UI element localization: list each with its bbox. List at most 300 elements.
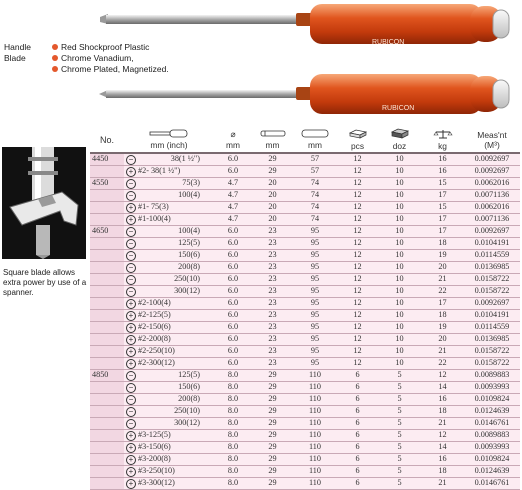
cell-measurement bbox=[464, 430, 520, 442]
cell-pcs-text: 12 bbox=[353, 178, 362, 188]
cell-diameter bbox=[214, 298, 252, 310]
cell-diameter bbox=[214, 153, 252, 166]
cell-diameter-text: 6.0 bbox=[227, 274, 239, 284]
cell-measurement bbox=[464, 286, 520, 298]
cell-size bbox=[124, 322, 214, 334]
phillips-tip-icon: + bbox=[126, 455, 136, 465]
cell-model-no bbox=[90, 214, 124, 226]
header-no: No. bbox=[90, 127, 124, 153]
cell-blade-length bbox=[252, 178, 293, 190]
cell-handle-length bbox=[293, 322, 337, 334]
cell-measurement-text: 0.0146761 bbox=[474, 478, 510, 488]
cell-blade-length-text: 20 bbox=[268, 214, 277, 224]
cell-diameter-text: 6.0 bbox=[227, 238, 239, 248]
cell-measurement-text: 0.0109824 bbox=[474, 454, 510, 464]
cell-doz-text: 5 bbox=[397, 478, 402, 488]
phillips-tip-icon: + bbox=[126, 311, 136, 321]
table-row bbox=[90, 394, 520, 406]
cell-size-text: #3-250(10) bbox=[138, 466, 175, 475]
cell-blade-length bbox=[252, 153, 293, 166]
cell-doz bbox=[378, 274, 421, 286]
cell-measurement-text: 0.0071136 bbox=[474, 214, 510, 224]
cell-diameter bbox=[214, 466, 252, 478]
cell-measurement-text: 0.0089883 bbox=[474, 370, 510, 380]
cell-diameter-text: 6.0 bbox=[227, 250, 239, 260]
header-size bbox=[124, 127, 214, 153]
cell-blade-length bbox=[252, 382, 293, 394]
cell-blade-length bbox=[252, 442, 293, 454]
cell-pcs bbox=[337, 226, 378, 238]
cell-kg bbox=[421, 286, 464, 298]
cell-blade-length-text: 29 bbox=[268, 478, 277, 488]
cell-handle-length bbox=[293, 214, 337, 226]
cell-doz-text: 5 bbox=[397, 430, 402, 440]
table-row bbox=[90, 358, 520, 370]
cell-measurement-text: 0.0124639 bbox=[474, 406, 510, 416]
cell-doz-text: 5 bbox=[397, 370, 402, 380]
cell-blade-length-text: 29 bbox=[268, 442, 277, 452]
slotted-tip-icon: − bbox=[126, 407, 136, 417]
header-measurement-unit: (M³) bbox=[484, 139, 500, 150]
cell-doz-text: 10 bbox=[395, 178, 404, 188]
cell-model-no bbox=[90, 153, 124, 166]
cell-pcs-text: 12 bbox=[353, 250, 362, 260]
table-row bbox=[90, 418, 520, 430]
cell-measurement bbox=[464, 442, 520, 454]
cell-pcs-text: 6 bbox=[355, 394, 360, 404]
header-measurement-label: Meas'nt bbox=[477, 129, 507, 140]
cell-blade-length bbox=[252, 262, 293, 274]
cell-kg bbox=[421, 250, 464, 262]
table-row bbox=[90, 454, 520, 466]
cell-measurement bbox=[464, 334, 520, 346]
header-kg-label: kg bbox=[438, 140, 447, 151]
cell-doz-text: 10 bbox=[395, 166, 404, 176]
table-row bbox=[90, 310, 520, 322]
cell-pcs-text: 6 bbox=[355, 418, 360, 428]
cell-blade-length-text: 20 bbox=[268, 202, 277, 212]
cell-diameter-text: 8.0 bbox=[227, 430, 239, 440]
cell-size bbox=[124, 478, 214, 490]
cell-size bbox=[124, 166, 214, 178]
cell-size-text: #2-300(12) bbox=[138, 358, 175, 367]
cell-model-no bbox=[90, 394, 124, 406]
cell-size-text: #2-150(6) bbox=[138, 322, 171, 331]
cell-kg-text: 14 bbox=[438, 382, 447, 392]
cell-kg-text: 15 bbox=[438, 178, 447, 188]
cell-measurement bbox=[464, 358, 520, 370]
cell-size bbox=[124, 418, 214, 430]
legend-blade-row bbox=[4, 53, 169, 64]
cell-kg bbox=[421, 334, 464, 346]
cell-kg bbox=[421, 442, 464, 454]
cell-model-no bbox=[90, 250, 124, 262]
cell-measurement-text: 0.0136985 bbox=[474, 334, 510, 344]
cell-handle-length bbox=[293, 298, 337, 310]
cell-model-no-text: 4550 bbox=[92, 178, 109, 188]
cell-doz bbox=[378, 298, 421, 310]
cell-kg-text: 21 bbox=[438, 478, 447, 488]
cell-blade-length bbox=[252, 274, 293, 286]
table-header-row bbox=[90, 127, 520, 153]
table-row bbox=[90, 214, 520, 226]
cell-size bbox=[124, 286, 214, 298]
cell-handle-length-text: 110 bbox=[309, 418, 321, 428]
slotted-screwdriver bbox=[100, 4, 509, 46]
cell-measurement-text: 0.0158722 bbox=[474, 358, 510, 368]
cell-measurement bbox=[464, 406, 520, 418]
spanner-caption: Square blade allows extra power by use of a spanner. bbox=[3, 268, 87, 297]
cell-diameter-text: 6.0 bbox=[227, 154, 239, 164]
table-row bbox=[90, 286, 520, 298]
cell-pcs bbox=[337, 334, 378, 346]
cell-diameter bbox=[214, 382, 252, 394]
blade-length-icon bbox=[259, 129, 287, 138]
cell-pcs-text: 6 bbox=[355, 382, 360, 392]
table-row bbox=[90, 153, 520, 166]
slotted-tip-icon: − bbox=[126, 287, 136, 297]
cell-doz-text: 10 bbox=[395, 214, 404, 224]
cell-doz-text: 10 bbox=[395, 262, 404, 272]
handle-length-icon bbox=[300, 129, 330, 138]
cell-doz bbox=[378, 466, 421, 478]
cell-blade-length bbox=[252, 238, 293, 250]
cell-measurement-text: 0.0093993 bbox=[474, 442, 510, 452]
cell-model-no bbox=[90, 466, 124, 478]
cell-blade-length bbox=[252, 358, 293, 370]
cell-measurement bbox=[464, 262, 520, 274]
cell-doz-text: 10 bbox=[395, 190, 404, 200]
cell-handle-length-text: 95 bbox=[310, 250, 320, 260]
cell-kg-text: 21 bbox=[438, 418, 447, 428]
cell-pcs bbox=[337, 418, 378, 430]
cell-doz-text: 5 bbox=[397, 406, 402, 416]
cell-size-text: #3-125(5) bbox=[138, 430, 171, 439]
cell-model-no bbox=[90, 442, 124, 454]
table-row bbox=[90, 406, 520, 418]
cell-blade-length bbox=[252, 202, 293, 214]
cell-blade-length bbox=[252, 370, 293, 382]
cell-size bbox=[124, 430, 214, 442]
cell-model-no bbox=[90, 322, 124, 334]
cell-handle-length bbox=[293, 478, 337, 490]
cell-handle-length bbox=[293, 334, 337, 346]
table-row bbox=[90, 298, 520, 310]
cell-blade-length bbox=[252, 406, 293, 418]
cell-diameter-text: 6.0 bbox=[227, 346, 239, 356]
cell-pcs bbox=[337, 274, 378, 286]
cell-blade-length-text: 29 bbox=[268, 406, 277, 416]
table-row bbox=[90, 262, 520, 274]
cell-size-text: #3-200(8) bbox=[138, 454, 171, 463]
cell-blade-length-text: 23 bbox=[268, 358, 277, 368]
cell-diameter-text: 8.0 bbox=[227, 454, 239, 464]
legend-blade-row-2 bbox=[4, 64, 169, 75]
cell-model-no bbox=[90, 382, 124, 394]
cell-size-text: #2-250(10) bbox=[138, 346, 175, 355]
cell-handle-length bbox=[293, 382, 337, 394]
slotted-tip-icon: − bbox=[126, 419, 136, 429]
cell-diameter-text: 4.7 bbox=[227, 190, 239, 200]
phillips-tip-icon: + bbox=[126, 203, 136, 213]
cell-pcs-text: 6 bbox=[355, 454, 360, 464]
phillips-tip-icon: + bbox=[126, 431, 136, 441]
cell-model-no bbox=[90, 406, 124, 418]
cell-doz-text: 10 bbox=[395, 238, 404, 248]
table-row bbox=[90, 478, 520, 490]
cell-measurement-text: 0.0071136 bbox=[474, 190, 510, 200]
cell-doz-text: 5 bbox=[397, 442, 402, 452]
cell-diameter bbox=[214, 394, 252, 406]
cell-diameter bbox=[214, 178, 252, 190]
cell-measurement-text: 0.0136985 bbox=[474, 262, 510, 272]
cell-model-no bbox=[90, 358, 124, 370]
cell-pcs-text: 12 bbox=[353, 238, 362, 248]
cell-pcs-text: 12 bbox=[353, 262, 362, 272]
table-row bbox=[90, 334, 520, 346]
cell-pcs bbox=[337, 202, 378, 214]
cell-blade-length bbox=[252, 166, 293, 178]
cell-diameter bbox=[214, 238, 252, 250]
cell-handle-length bbox=[293, 250, 337, 262]
cell-blade-length bbox=[252, 454, 293, 466]
cell-kg bbox=[421, 202, 464, 214]
header-diameter-label: mm bbox=[226, 140, 240, 150]
cell-size-text: 200(8) bbox=[178, 394, 200, 403]
cell-diameter bbox=[214, 358, 252, 370]
slotted-tip-icon: − bbox=[126, 371, 136, 381]
header-diameter bbox=[214, 127, 252, 153]
handle-brand-text: RUBICON bbox=[372, 39, 405, 46]
cell-kg-text: 19 bbox=[438, 250, 447, 260]
cell-handle-length-text: 74 bbox=[310, 214, 320, 224]
cell-model-no bbox=[90, 298, 124, 310]
cell-handle-length bbox=[293, 394, 337, 406]
cell-handle-length bbox=[293, 430, 337, 442]
cell-diameter bbox=[214, 310, 252, 322]
cell-model-no bbox=[90, 310, 124, 322]
cell-handle-length bbox=[293, 346, 337, 358]
cell-measurement-text: 0.0146761 bbox=[474, 418, 510, 428]
cell-doz-text: 5 bbox=[397, 454, 402, 464]
cell-size-text: 200(8) bbox=[178, 262, 200, 271]
cell-doz bbox=[378, 226, 421, 238]
cell-doz bbox=[378, 370, 421, 382]
cell-doz-text: 5 bbox=[397, 466, 402, 476]
cell-handle-length-text: 95 bbox=[310, 226, 320, 236]
phillips-tip-icon: + bbox=[126, 443, 136, 453]
cell-diameter bbox=[214, 478, 252, 490]
cell-pcs bbox=[337, 406, 378, 418]
cell-pcs-text: 6 bbox=[355, 442, 360, 452]
cell-blade-length-text: 23 bbox=[268, 274, 277, 284]
cell-size bbox=[124, 226, 214, 238]
cell-doz bbox=[378, 442, 421, 454]
bullet-icon bbox=[52, 44, 58, 50]
cell-kg-text: 17 bbox=[438, 226, 447, 236]
cell-size-text: #2-100(4) bbox=[138, 298, 171, 307]
cell-measurement bbox=[464, 178, 520, 190]
cell-model-no bbox=[90, 226, 124, 238]
cell-doz-text: 10 bbox=[395, 274, 404, 284]
cell-handle-length-text: 74 bbox=[310, 190, 320, 200]
cell-blade-length bbox=[252, 310, 293, 322]
cell-measurement-text: 0.0062016 bbox=[474, 202, 510, 212]
cell-pcs-text: 12 bbox=[353, 310, 362, 320]
cell-pcs-text: 12 bbox=[353, 286, 362, 296]
legend-blade-value-1: Chrome Vanadium, bbox=[61, 53, 134, 63]
cell-handle-length-text: 95 bbox=[310, 346, 320, 356]
cell-size bbox=[124, 274, 214, 286]
cell-model-no bbox=[90, 430, 124, 442]
cell-pcs-text: 6 bbox=[355, 478, 360, 488]
cell-diameter-text: 6.0 bbox=[227, 322, 239, 332]
cell-kg bbox=[421, 226, 464, 238]
cell-blade-length bbox=[252, 250, 293, 262]
cell-handle-length-text: 95 bbox=[310, 334, 320, 344]
cell-size bbox=[124, 370, 214, 382]
cell-diameter-text: 8.0 bbox=[227, 478, 239, 488]
cell-kg-text: 20 bbox=[438, 334, 447, 344]
cell-kg-text: 21 bbox=[438, 346, 447, 356]
cell-pcs bbox=[337, 442, 378, 454]
cell-size-text: 38(1 ½") bbox=[170, 154, 200, 163]
slotted-tip-icon: − bbox=[126, 275, 136, 285]
cell-size bbox=[124, 202, 214, 214]
cell-pcs bbox=[337, 214, 378, 226]
table-row bbox=[90, 226, 520, 238]
cell-size-text: 250(10) bbox=[174, 274, 200, 283]
cell-diameter-text: 8.0 bbox=[227, 418, 239, 428]
cell-blade-length-text: 29 bbox=[268, 154, 277, 164]
cell-size bbox=[124, 346, 214, 358]
cell-measurement bbox=[464, 466, 520, 478]
cell-blade-length bbox=[252, 430, 293, 442]
cell-doz-text: 5 bbox=[397, 394, 402, 404]
cell-pcs bbox=[337, 382, 378, 394]
cell-size bbox=[124, 250, 214, 262]
cell-pcs-text: 12 bbox=[353, 202, 362, 212]
table-row bbox=[90, 430, 520, 442]
cell-model-no-text: 4650 bbox=[92, 226, 109, 236]
cell-measurement bbox=[464, 478, 520, 490]
cell-size-text: #3-150(6) bbox=[138, 442, 171, 451]
legend-handle-key: Handle bbox=[4, 42, 31, 52]
cell-doz bbox=[378, 250, 421, 262]
cell-handle-length-text: 95 bbox=[310, 286, 320, 296]
legend-handle-row bbox=[4, 42, 169, 53]
cell-size bbox=[124, 214, 214, 226]
header-handle-length-label: mm bbox=[308, 140, 322, 150]
cell-handle-length-text: 95 bbox=[310, 322, 320, 332]
cell-diameter bbox=[214, 262, 252, 274]
cell-size bbox=[124, 310, 214, 322]
cell-measurement bbox=[464, 418, 520, 430]
cell-size-text: 150(6) bbox=[178, 382, 200, 391]
cell-doz bbox=[378, 190, 421, 202]
cell-kg-text: 17 bbox=[438, 190, 447, 200]
cell-kg-text: 17 bbox=[438, 214, 447, 224]
cell-blade-length bbox=[252, 418, 293, 430]
cell-doz bbox=[378, 310, 421, 322]
cell-measurement-text: 0.0124639 bbox=[474, 466, 510, 476]
cell-doz-text: 10 bbox=[395, 322, 404, 332]
cell-diameter bbox=[214, 334, 252, 346]
spec-table bbox=[90, 127, 520, 490]
cell-measurement bbox=[464, 346, 520, 358]
cell-pcs bbox=[337, 310, 378, 322]
cell-doz-text: 10 bbox=[395, 154, 404, 164]
cell-diameter bbox=[214, 286, 252, 298]
cell-diameter bbox=[214, 406, 252, 418]
phillips-screwdriver bbox=[99, 74, 509, 114]
cell-size-text: 75(3) bbox=[182, 178, 200, 187]
header-kg bbox=[421, 127, 464, 153]
bullet-icon bbox=[52, 55, 58, 61]
cell-blade-length bbox=[252, 466, 293, 478]
cell-size-text: #1-100(4) bbox=[138, 214, 171, 223]
cell-diameter bbox=[214, 454, 252, 466]
bullet-icon bbox=[52, 66, 58, 72]
cell-size bbox=[124, 153, 214, 166]
cell-handle-length bbox=[293, 466, 337, 478]
cell-kg-text: 17 bbox=[438, 298, 447, 308]
cell-pcs bbox=[337, 322, 378, 334]
slotted-tip-icon: − bbox=[126, 155, 136, 165]
cell-measurement bbox=[464, 250, 520, 262]
cell-handle-length-text: 95 bbox=[310, 238, 320, 248]
cell-handle-length bbox=[293, 418, 337, 430]
cell-model-no bbox=[90, 274, 124, 286]
cell-pcs bbox=[337, 430, 378, 442]
cell-blade-length-text: 23 bbox=[268, 250, 277, 260]
cell-doz bbox=[378, 430, 421, 442]
cell-measurement bbox=[464, 370, 520, 382]
cell-blade-length-text: 23 bbox=[268, 298, 277, 308]
cell-pcs bbox=[337, 298, 378, 310]
slotted-tip-icon: − bbox=[126, 395, 136, 405]
cell-kg-text: 19 bbox=[438, 322, 447, 332]
cell-handle-length bbox=[293, 406, 337, 418]
cell-blade-length-text: 29 bbox=[268, 466, 277, 476]
cell-size-text: 250(10) bbox=[174, 406, 200, 415]
slotted-tip-icon: − bbox=[126, 263, 136, 273]
cell-size bbox=[124, 190, 214, 202]
cell-measurement-text: 0.0104191 bbox=[474, 310, 510, 320]
cell-model-no bbox=[90, 238, 124, 250]
cell-handle-length-text: 95 bbox=[310, 358, 320, 368]
cell-measurement bbox=[464, 214, 520, 226]
cell-doz-text: 10 bbox=[395, 226, 404, 236]
table-row bbox=[90, 166, 520, 178]
cell-handle-length bbox=[293, 153, 337, 166]
cell-kg-text: 16 bbox=[438, 394, 447, 404]
cell-pcs bbox=[337, 190, 378, 202]
cell-model-no bbox=[90, 286, 124, 298]
cell-kg bbox=[421, 190, 464, 202]
cell-size bbox=[124, 238, 214, 250]
cell-kg bbox=[421, 466, 464, 478]
phillips-tip-icon: + bbox=[126, 167, 136, 177]
cell-handle-length-text: 74 bbox=[310, 202, 320, 212]
cell-measurement bbox=[464, 274, 520, 286]
cell-handle-length bbox=[293, 274, 337, 286]
cell-kg bbox=[421, 370, 464, 382]
cell-handle-length-text: 57 bbox=[310, 154, 320, 164]
cell-doz bbox=[378, 153, 421, 166]
cell-doz bbox=[378, 418, 421, 430]
cell-pcs-text: 12 bbox=[353, 322, 362, 332]
